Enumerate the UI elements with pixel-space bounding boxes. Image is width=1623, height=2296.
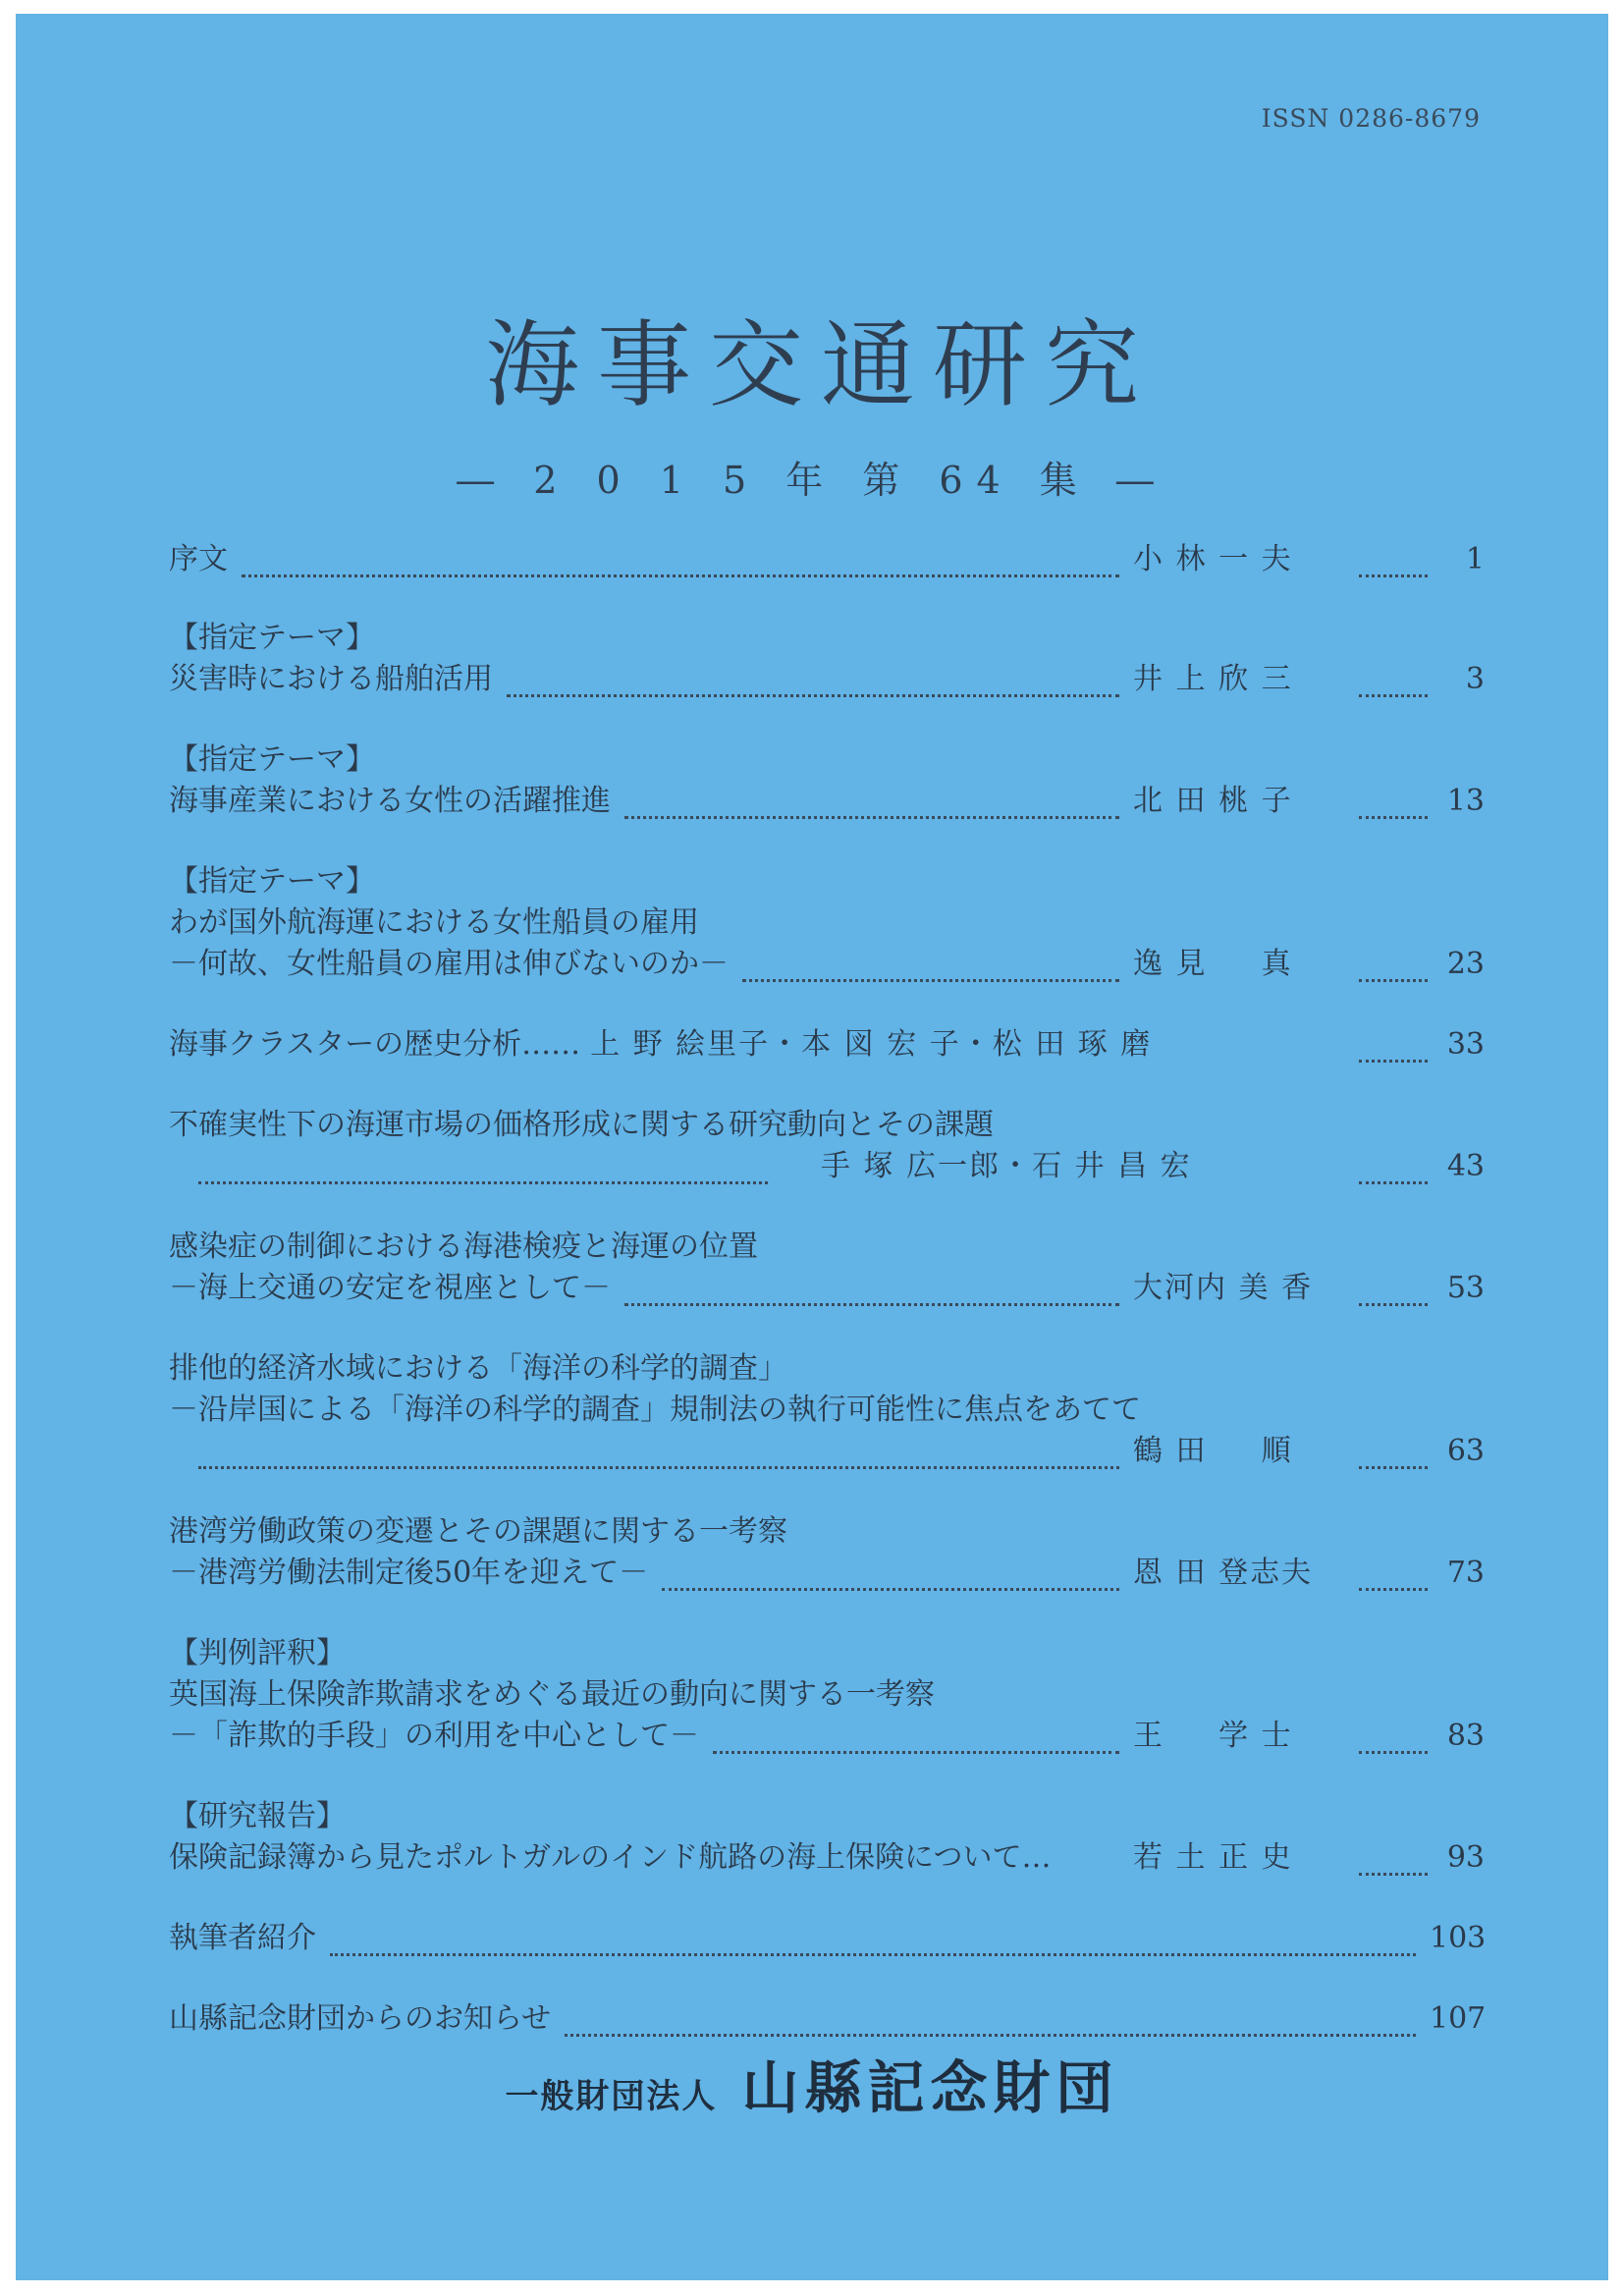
publisher-type: 一般財団法人 <box>505 2077 718 2116</box>
entry-author: 井 上 欣 三 <box>1133 662 1293 696</box>
toc-entry-notice[interactable] <box>169 2001 1485 2037</box>
toc-entry[interactable] <box>169 1719 1485 1754</box>
entry-title: 序文 <box>169 542 228 576</box>
entry-page: 13 <box>1446 784 1485 818</box>
entry-title: 災害時における船舶活用 <box>169 662 493 696</box>
leader-dots <box>1359 1843 1428 1876</box>
leader-dots <box>1359 665 1428 697</box>
entry-author: 鶴 田 順 <box>1133 1434 1293 1468</box>
entry-title: 海事産業における女性の活躍推進 <box>169 784 611 818</box>
publisher <box>16 2042 1608 2124</box>
toc-entry[interactable] <box>169 1434 1485 1469</box>
entry-title: 海事クラスターの歴史分析…… <box>169 1027 581 1062</box>
leader-dots <box>565 2004 1416 2037</box>
entry-author: 上 野 絵里子・本 図 宏 子・松 田 琢 磨 <box>590 1027 1153 1062</box>
toc-entry[interactable] <box>169 1556 1485 1591</box>
entry-author: 手 塚 広一郎・石 井 昌 宏 <box>821 1149 1192 1183</box>
entry-title[interactable]: 感染症の制御における海港検疫と海運の位置 <box>169 1230 758 1264</box>
entry-author: 小 林 一 夫 <box>1133 542 1293 576</box>
toc-entry[interactable] <box>169 1271 1485 1306</box>
entry-title[interactable]: 港湾労働政策の変遷とその課題に関する一考察 <box>169 1514 787 1549</box>
leader-dots <box>713 1722 1119 1754</box>
leader-dots <box>662 1558 1119 1591</box>
entry-page: 1 <box>1465 542 1485 576</box>
entry-title[interactable]: わが国外航海運における女性船員の雇用 <box>169 905 699 940</box>
toc-entry[interactable] <box>169 1149 1485 1184</box>
journal-cover <box>16 14 1608 2280</box>
entry-page: 23 <box>1446 947 1485 981</box>
entry-author: 恩 田 登志夫 <box>1133 1556 1314 1590</box>
entry-page: 73 <box>1446 1556 1485 1590</box>
entry-subtitle: －何故、女性船員の雇用は伸びないのか－ <box>169 947 729 981</box>
entry-subtitle: －海上交通の安定を視座として－ <box>169 1271 611 1305</box>
toc-entry[interactable] <box>169 784 1485 819</box>
table-of-contents <box>169 14 1485 2280</box>
entry-title: 保険記録簿から見たポルトガルのインド航路の海上保険について… <box>169 1840 1052 1875</box>
toc-entry[interactable] <box>169 1027 1485 1063</box>
leader-dots <box>1359 545 1428 577</box>
leader-dots <box>1359 1558 1428 1591</box>
entry-subtitle: －港湾労働法制定後50年を迎えて－ <box>169 1556 649 1590</box>
entry-page: 53 <box>1446 1271 1485 1305</box>
entry-page: 93 <box>1446 1840 1485 1875</box>
entry-title[interactable]: 不確実性下の海運市場の価格形成に関する研究動向とその課題 <box>169 1108 994 1142</box>
entry-subtitle: －沿岸国による「海洋の科学的調査」規制法の執行可能性に焦点をあてて <box>169 1393 1141 1427</box>
entry-page: 33 <box>1446 1027 1485 1062</box>
leader-dots <box>624 787 1119 819</box>
leader-dots <box>1359 1437 1428 1469</box>
category-heading: 【指定テーマ】 <box>169 742 375 777</box>
entry-page: 107 <box>1430 2001 1487 2036</box>
leader-dots <box>1359 1274 1428 1306</box>
leader-dots <box>1359 787 1428 819</box>
entry-page: 63 <box>1446 1434 1485 1468</box>
toc-entry[interactable] <box>169 947 1485 982</box>
entry-author: 逸 見 真 <box>1133 947 1293 981</box>
toc-entry[interactable] <box>169 662 1485 697</box>
category-heading: 【指定テーマ】 <box>169 621 375 655</box>
leader-dots <box>1359 1152 1428 1184</box>
leader-dots <box>198 1437 1119 1469</box>
category-heading: 【判例評釈】 <box>169 1636 346 1670</box>
entry-page: 43 <box>1446 1149 1485 1183</box>
entry-author: 北 田 桃 子 <box>1133 784 1293 818</box>
journal-title: 海事交通研究 <box>485 310 1157 420</box>
toc-entry[interactable] <box>169 1840 1485 1876</box>
category-heading: 【指定テーマ】 <box>169 864 375 899</box>
leader-dots <box>742 950 1119 982</box>
category-heading: 【研究報告】 <box>169 1799 346 1833</box>
leader-dots <box>1359 1722 1428 1754</box>
issn-label: ISSN 0286-8679 <box>1261 104 1481 133</box>
entry-author: 若 土 正 史 <box>1133 1840 1293 1875</box>
entry-page: 3 <box>1465 662 1485 696</box>
issue-subtitle: ― 2 0 1 5 年 第 64 集 ― <box>457 459 1167 502</box>
entry-author: 王 学 士 <box>1133 1719 1293 1753</box>
leader-dots <box>507 665 1119 697</box>
entry-title: 山縣記念財団からのお知らせ <box>169 2001 552 2036</box>
publisher-name: 山縣記念財団 <box>741 2054 1119 2121</box>
leader-dots <box>330 1924 1416 1956</box>
leader-dots <box>1359 950 1428 982</box>
entry-title: 執筆者紹介 <box>169 1921 316 1955</box>
entry-page: 103 <box>1430 1921 1487 1955</box>
entry-title[interactable]: 排他的経済水域における「海洋の科学的調査」 <box>169 1351 787 1386</box>
leader-dots <box>242 545 1119 577</box>
toc-entry-contributors[interactable] <box>169 1921 1485 1956</box>
entry-subtitle: －「詐欺的手段」の利用を中心として－ <box>169 1719 699 1753</box>
leader-dots <box>624 1274 1119 1306</box>
leader-dots <box>198 1152 768 1184</box>
entry-author: 大河内 美 香 <box>1133 1271 1314 1305</box>
leader-dots <box>1359 1030 1428 1063</box>
toc-entry-preface[interactable] <box>169 542 1485 577</box>
entry-page: 83 <box>1446 1719 1485 1753</box>
entry-title[interactable]: 英国海上保険詐欺請求をめぐる最近の動向に関する一考察 <box>169 1677 935 1712</box>
